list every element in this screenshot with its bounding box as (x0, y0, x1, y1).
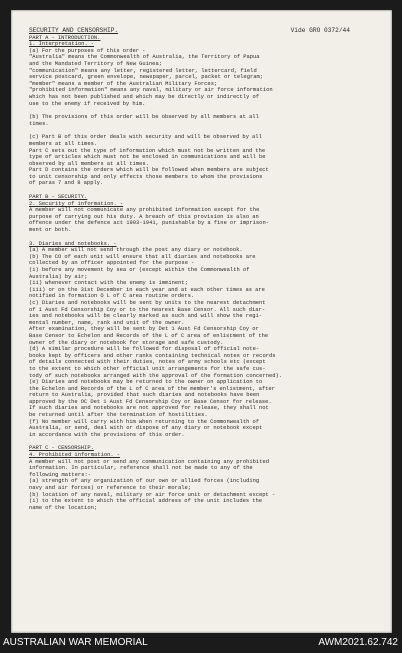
document-line: to unit censorship and only effects those members to whom the provisions (29, 172, 263, 180)
document-line: Australia, or send, deal with or dispose of any diary or notebook except (29, 424, 263, 432)
document-line: "prohibited information" means any naval, military or air force information (29, 86, 273, 94)
footer-institution: AUSTRALIAN WAR MEMORIAL (3, 637, 148, 648)
document-line: offence under the defence act 1903-1941, punishable by a fine or imprison- (29, 219, 270, 227)
document-line: (a) A member will not send through the post any diary or notebook. (29, 246, 243, 254)
document-page (11, 10, 392, 633)
document-line: type of articles which must not be enclosed in communications and will be (29, 153, 266, 161)
document-line: (d) A similar procedure will be followed for disposal of official note- (29, 345, 260, 353)
document-line: return to Australia, provided that such diaries and notebooks have been (29, 391, 260, 399)
document-line: (c) Part B of this order deals with security and will be observed by all (29, 133, 262, 141)
document-line: After examination, they will be sent by Det 1 Aust Fd Censorship Coy or (29, 325, 259, 333)
document-line: PART C - CENSORSHIP. (29, 444, 94, 452)
document-line: (b) The provisions of this order will be observed by all members at all (29, 113, 259, 121)
document-line: PART A - INTRODUCTION. (29, 33, 101, 41)
document-line: of 1 Aust Fd Censorship Coy or to the nearest Base Censor. All such diar- (29, 305, 266, 313)
document-line: to the extent to which other official unit arrangements for the safe cus- (29, 364, 266, 372)
document-line: (iii) or on the 31st December in each year and at each other times as are (29, 285, 265, 293)
document-line: (a) strength of any organization of our own or allied forces (including (29, 477, 260, 485)
document-line: 4. Prohibited information. - (29, 451, 121, 459)
document-line: of paras 7 and 8 apply. (29, 179, 104, 187)
document-line: service postcard, green envelope, newspaper, parcel, packet or telegram; (29, 73, 264, 81)
document-line: (ii) whenever contact with the enemy is imminent; (29, 279, 188, 287)
document-line: approved by the OC Det 1 Aust Fd Censorship Coy or Base Censor for release. (29, 397, 272, 405)
document-line: information. In particular, reference shall not be made to any of the (29, 464, 253, 472)
document-line: be returned until after the termination of hostilities. (29, 411, 208, 419)
document-line: collected by an officer appointed for the purpose - (29, 259, 195, 267)
document-line: of details connected with their duties, notes of army schools etc (except (29, 358, 266, 366)
document-line: (e) Diaries and notebooks may be returned to the owner on application to (29, 378, 263, 386)
archive-footer (0, 633, 402, 653)
document-line: ment or both. (29, 226, 72, 234)
document-line: 2. Security of information. - (29, 199, 124, 207)
document-line: (a) For the purposes of this order - (29, 46, 146, 54)
document-line: (b) location of any naval, military or air force unit or detachment except - (29, 490, 276, 498)
document-line: following matters:- (29, 470, 91, 478)
document-line: books kept by officers and other ranks containing technical notes or records (29, 351, 276, 359)
document-line: "communication" means any letter, registered letter, lettercard, field (29, 66, 257, 74)
document-line: the Echelon and Records of the L of C area of the member's enlistment, after (29, 384, 275, 392)
document-line: and the Mandated Territory of New Guinea; (29, 59, 162, 67)
document-line: in accordance with the provisions of this order. (29, 430, 185, 438)
document-line: mental number, name, rank and unit of the owner. (29, 318, 185, 326)
document-reference: Vide GRO 0372/44 (290, 27, 350, 34)
document-line: notified in formation O L of C area routine orders. (29, 292, 195, 300)
document-line: owner of the diary or notebook for storage and safe custody. (29, 338, 224, 346)
document-line: 1. Interpretation. - (29, 40, 95, 48)
document-body (29, 27, 376, 625)
document-line: observed by all members at all times. (29, 159, 149, 167)
document-line: Base Censor to Echelon and Records of the L of C area of enlistment of the (29, 331, 269, 339)
document-line: (b) The CO of each unit will ensure that all diaries and notebooks are (29, 252, 256, 260)
document-line: tody of such notebooks arranged with the approval of the formation concerned). (29, 371, 283, 379)
document-line: name of the location; (29, 503, 98, 511)
document-line: (i) to the extent to which the official address of the unit includes the (29, 497, 263, 505)
document-title: SECURITY AND CENSORSHIP. (29, 27, 119, 34)
document-line: (i) before any movement by sea or (except within the Commonwealth of (29, 266, 250, 273)
document-line: A member will not post or send any communication containing any prohibited (29, 457, 270, 465)
document-line: PART B - SECURITY. (29, 193, 88, 201)
document-line: "member" means a member of the Australian Military Forces; (29, 79, 218, 87)
document-line: Part D contains the orders which will be followed when members are subject (29, 166, 269, 174)
document-line: times. (29, 119, 49, 127)
document-line: members at all times. (29, 139, 98, 147)
document-line: use to the enemy if received by him. (29, 99, 146, 107)
document-line: purpose of carrying out his duty. A breach of this provision is also an (29, 212, 259, 220)
document-line: which has not been published and which may be directly or indirectly of (29, 92, 259, 100)
footer-accession-number: AWM2021.62.742 (318, 637, 398, 648)
document-line: "Australia" means the Commonwealth of Australia, the Territory of Papua (29, 53, 260, 61)
document-line: If such diaries and notebooks are not approved for release, they shall not (29, 404, 269, 412)
document-line: Australia) by air; (29, 272, 88, 280)
document-line: 3. Diaries and notebooks. - (29, 239, 117, 247)
document-line: Part C sets out the type of information which must not be written and the (29, 146, 266, 154)
document-line: ies and notebooks will be clearly marked as such and will show the regi- (29, 312, 263, 320)
document-text (29, 35, 376, 512)
document-line: A member will not communicate any prohibited information except for the (29, 206, 260, 214)
document-line: (c) Diaries and notebooks will be sent by units to the nearest detachment (29, 298, 266, 306)
document-line: navy and air forces) or reference to their morale; (29, 484, 192, 491)
document-line: (f) No member will carry with him when returning to the Commonwealth of (29, 417, 259, 425)
